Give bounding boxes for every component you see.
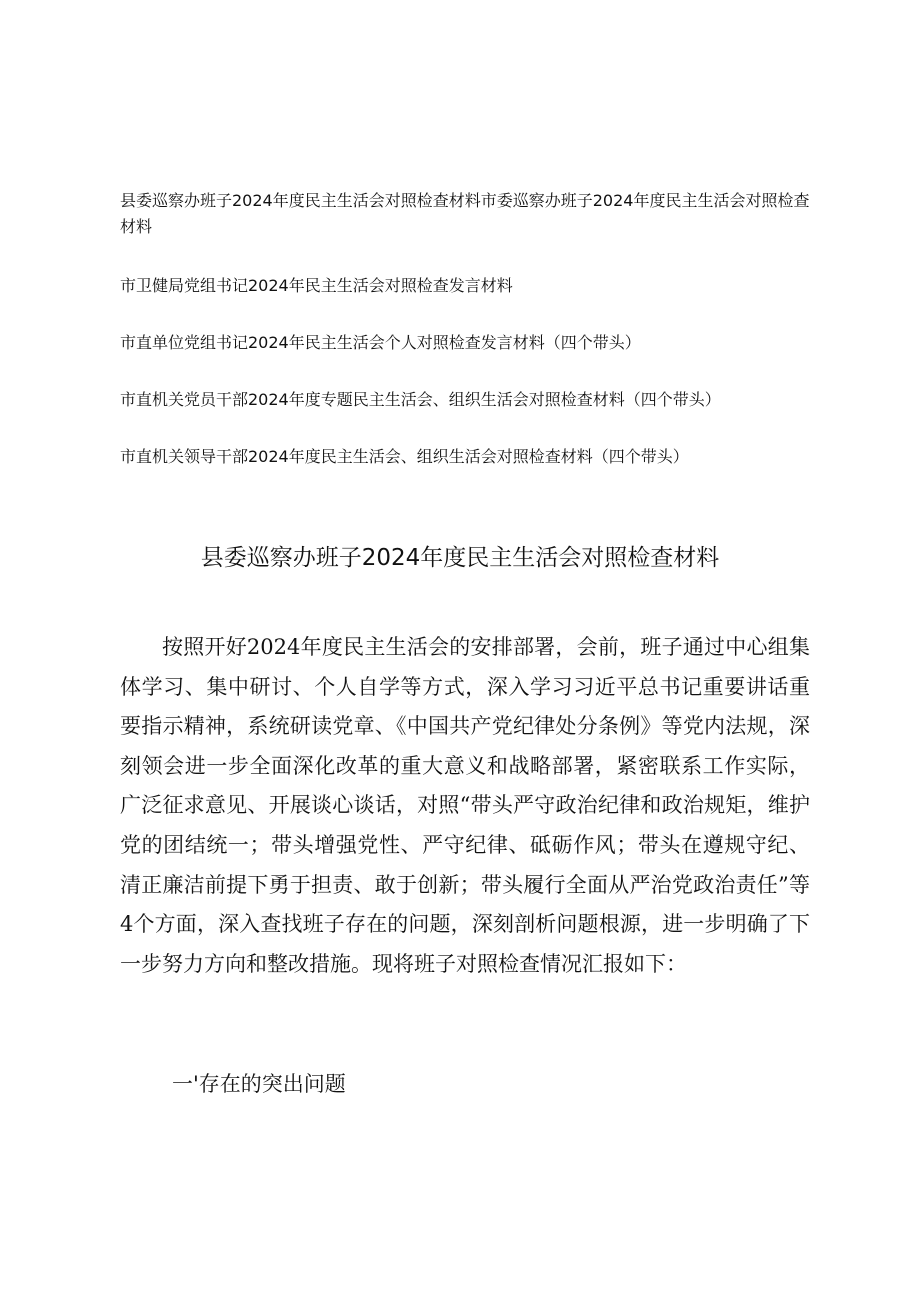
toc-item: 市卫健局党组书记2024年民主生活会对照检查发言材料 — [120, 276, 513, 295]
section-heading: 一'存在的突出问题 — [172, 1072, 346, 1096]
toc-item: 市直机关领导干部2024年度民主生活会、组织生活会对照检查材料（四个带头） — [120, 447, 689, 466]
toc-item: 市直单位党组书记2024年民主生活会个人对照检查发言材料（四个带头） — [120, 333, 641, 352]
document-title: 县委巡察办班子2024年度民主生活会对照检查材料 — [200, 545, 720, 571]
toc-item: 市直机关党员干部2024年度专题民主生活会、组织生活会对照检查材料（四个带头） — [120, 390, 721, 409]
table-of-contents — [120, 188, 820, 501]
toc-item: 县委巡察办班子2024年度民主生活会对照检查材料市委巡察办班子2024年度民主生活会对照检查材料 — [120, 191, 810, 236]
body-paragraph: 按照开好2024年度民主生活会的安排部署，会前，班子通过中心组集体学习、集中研讨、个人自学等方式，深入学习习近平总书记重要讲话重要指示精神，系统研读党章、《中国共产党纪律处分条例》等党内法规，深刻领会进一步全面深化改革的重大意义和战略部署，紧密联系工作实际，广泛征求意见、开展谈心谈话，对照“带头严守政治纪律和政治规矩，维护党的团结统一；带头增强党性、严守纪律、砥砺作风；带头在遵规守纪、清正廉洁前提下勇于担责、敢于创新；带头履行全面从严治党政治责任”等4个方面，深入查找班子存在的问题，深刻剖析问题根源，进一步明确了下一步努力方向和整改措施。现将班子对照检查情况汇报如下： — [120, 635, 810, 976]
